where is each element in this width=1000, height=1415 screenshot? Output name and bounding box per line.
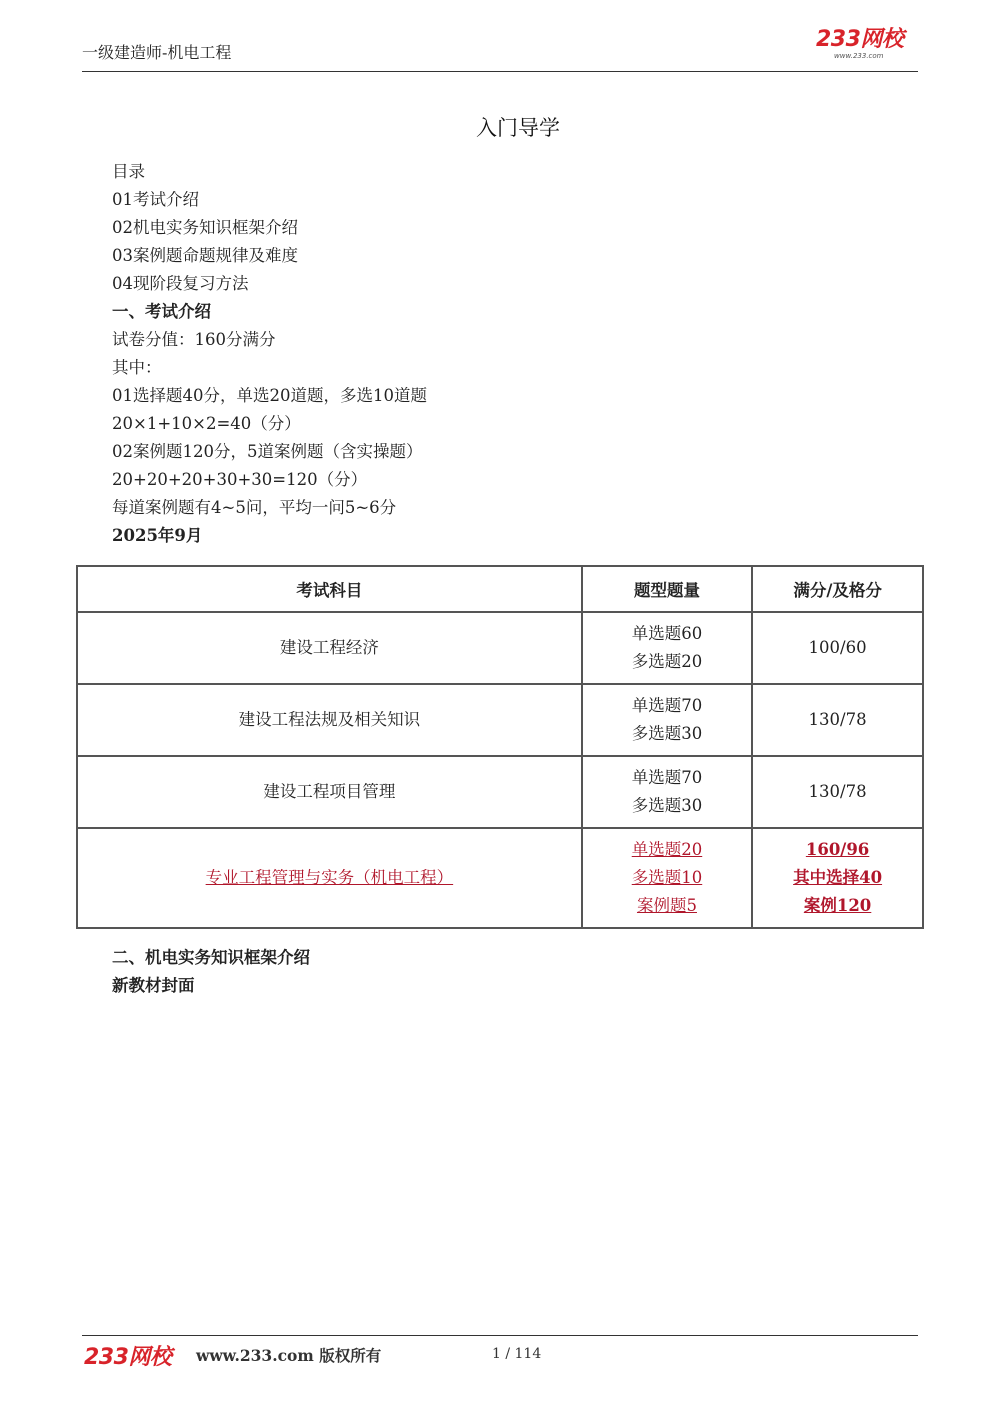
subject-cell (77, 828, 582, 928)
footer-divider (82, 1335, 918, 1336)
score-cell (752, 828, 923, 928)
type-line: 单选题70 (631, 768, 703, 787)
types-cell (582, 684, 752, 756)
page-number: 1 / 114 (492, 1346, 542, 1362)
table-row (77, 756, 923, 828)
body-line: 试卷分值：160分满分 (112, 330, 276, 349)
type-line: 案例题5 (636, 896, 697, 915)
column-header: 题型题量 (582, 566, 752, 612)
type-line: 单选题60 (631, 624, 703, 643)
exam-table (76, 565, 924, 929)
section-subheading: 新教材封面 (112, 976, 195, 995)
type-line: 多选题10 (631, 868, 703, 887)
section-heading: 二、机电实务知识框架介绍 (112, 948, 310, 967)
score-line: 160/96 (805, 840, 870, 859)
column-header: 考试科目 (77, 566, 582, 612)
toc-item: 01考试介绍 (112, 190, 199, 209)
header-title: 一级建造师-机电工程 (82, 43, 232, 62)
table-row (77, 684, 923, 756)
type-line: 多选题30 (631, 724, 703, 743)
score-cell: 100/60 (752, 612, 923, 684)
column-header: 满分/及格分 (752, 566, 923, 612)
types-cell (582, 828, 752, 928)
intro-section (112, 158, 427, 550)
score-line: 案例120 (803, 896, 872, 915)
body-line: 02案例题120分，5道案例题（含实操题） (112, 442, 423, 461)
subject-cell: 建设工程项目管理 (77, 756, 582, 828)
footer-copyright: www.233.com 版权所有 (196, 1346, 382, 1365)
toc-item: 04现阶段复习方法 (112, 274, 249, 293)
table-row-highlight (77, 828, 923, 928)
score-cell: 130/78 (752, 756, 923, 828)
body-line: 20×1+10×2=40（分） (112, 414, 301, 433)
score-line: 其中选择40 (793, 868, 883, 887)
body-line: 每道案例题有4~5问，平均一问5~6分 (112, 498, 397, 517)
types-cell (582, 756, 752, 828)
toc-item: 03案例题命题规律及难度 (112, 246, 298, 265)
header-divider (82, 71, 918, 72)
type-line: 单选题70 (631, 696, 703, 715)
brand-logo (816, 28, 921, 64)
section-heading: 一、考试介绍 (112, 302, 211, 321)
type-line: 多选题20 (631, 652, 703, 671)
highlighted-subject: 专业工程管理与实务（机电工程） (205, 868, 454, 887)
table-header-row (77, 566, 923, 612)
logo-url: www.233.com (834, 52, 884, 60)
subject-cell: 建设工程经济 (77, 612, 582, 684)
body-line: 其中： (112, 358, 162, 377)
score-cell: 130/78 (752, 684, 923, 756)
subject-cell: 建设工程法规及相关知识 (77, 684, 582, 756)
type-line: 单选题20 (631, 840, 703, 859)
date-line: 2025年9月 (112, 526, 203, 545)
body-line: 20+20+20+30+30=120（分） (112, 470, 368, 489)
types-cell (582, 612, 752, 684)
table-row (77, 612, 923, 684)
body-line: 01选择题40分，单选20道题，多选10道题 (112, 386, 427, 405)
logo-text: 233网校 (816, 27, 904, 52)
framework-section (112, 944, 310, 1000)
type-line: 多选题30 (631, 796, 703, 815)
toc-label: 目录 (112, 162, 145, 181)
document-title: 入门导学 (476, 116, 560, 140)
footer-logo: 233网校 (84, 1345, 172, 1370)
toc-item: 02机电实务知识框架介绍 (112, 218, 298, 237)
